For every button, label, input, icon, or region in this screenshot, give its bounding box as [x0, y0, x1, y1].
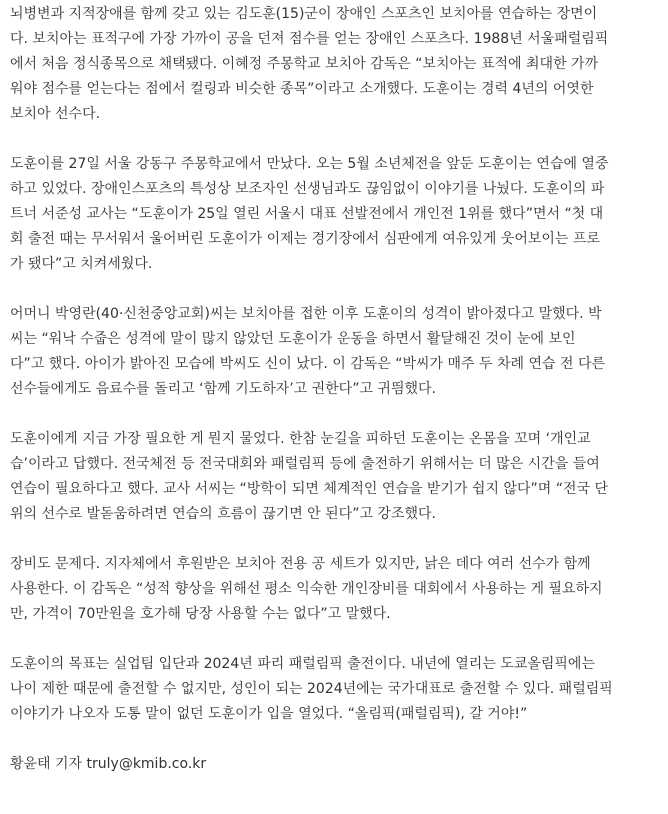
text-line: 나이 제한 때문에 출전할 수 없지만, 성인이 되는 2024년에는 국가대표로 출전할 수 있다. 패럴림픽 [10, 681, 613, 697]
text-line: 워야 점수를 얻는다는 점에서 컬링과 비슷한 종목”이라고 소개했다. 도훈이는 경력 4년의 어엿한 [10, 81, 594, 97]
text-line: 도훈이의 목표는 실업팀 입단과 2024년 파리 패럴림픽 출전이다. 내년에 열리는 도쿄올림픽에는 [10, 656, 595, 672]
paragraph-2 [10, 152, 656, 277]
text-line: 사용한다. 이 감독은 “성적 향상을 위해선 평소 익숙한 개인장비를 대회에서 사용하는 게 필요하지 [10, 581, 603, 597]
text-line: 도훈이를 27일 서울 강동구 주몽학교에서 만났다. 오는 5월 소년체전을 앞둔 도훈이는 연습에 열중 [10, 156, 609, 172]
paragraph-4 [10, 427, 656, 527]
paragraph-5 [10, 552, 656, 627]
text-line: 위의 선수로 발돋움하려면 연습의 흐름이 끊기면 안 된다”고 강조했다. [10, 506, 436, 522]
reporter-byline: 황윤태 기자 truly@kmib.co.kr [10, 756, 207, 772]
text-line: 트너 서준성 교사는 “도훈이가 25일 열린 서울시 대표 선발전에서 개인전 1위를 했다”면서 “첫 대 [10, 206, 604, 222]
text-line: 가 됐다”고 치켜세웠다. [10, 256, 153, 272]
text-line: 다”고 했다. 아이가 밝아진 모습에 박씨도 신이 났다. 이 감독은 “박씨가 매주 두 차례 연습 전 다른 [10, 356, 605, 372]
text-line: 장비도 문제다. 지자체에서 후원받은 보치아 전용 공 세트가 있지만, 낡은 데다 여러 선수가 함께 [10, 556, 591, 572]
text-line: 뇌병변과 지적장애를 함께 갖고 있는 김도훈(15)군이 장애인 스포츠인 보치아를 연습하는 장면이 [10, 6, 598, 22]
text-line: 회 출전 때는 무서워서 울어버린 도훈이가 이제는 경기장에서 심판에게 여유있게 웃어보이는 프로 [10, 231, 600, 247]
byline [10, 752, 656, 777]
text-line: 보치아 선수다. [10, 106, 101, 122]
text-line: 어머니 박영란(40·신천중앙교회)씨는 보치아를 접한 이후 도훈이의 성격이 밝아졌다고 말했다. 박 [10, 306, 602, 322]
paragraph-1 [10, 2, 656, 127]
text-line: 하고 있었다. 장애인스포츠의 특성상 보조자인 선생님과도 끊임없이 이야기를 나눴다. 도훈이의 파 [10, 181, 605, 197]
text-line: 도훈이에게 지금 가장 필요한 게 뭔지 물었다. 한참 눈길을 피하던 도훈이는 온몸을 꼬며 ‘개인교 [10, 431, 591, 447]
text-line: 습’이라고 답했다. 전국체전 등 전국대회와 패럴림픽 등에 출전하기 위해서는 더 많은 시간을 들여 [10, 456, 600, 472]
paragraph-6 [10, 652, 656, 727]
text-line: 다. 보치아는 표적구에 가장 가까이 공을 던져 점수를 얻는 장애인 스포츠다. 1988년 서울패럴림픽 [10, 31, 609, 47]
text-line: 씨는 “워낙 수줍은 성격에 말이 많지 않았던 도훈이가 운동을 하면서 활달해진 것이 눈에 보인 [10, 331, 576, 347]
text-line: 이야기가 나오자 도통 말이 없던 도훈이가 입을 열었다. “올림픽(패럴림픽), 갈 거야!” [10, 706, 528, 722]
text-line: 선수들에게도 음료수를 돌리고 ‘함께 기도하자’고 권한다”고 귀띔했다. [10, 381, 436, 397]
text-line: 연습이 필요하다고 했다. 교사 서씨는 “방학이 되면 체계적인 연습을 받기가 쉽지 않다”며 “전국 단 [10, 481, 608, 497]
text-line: 에서 처음 정식종목으로 채택됐다. 이혜정 주몽학교 보치아 감독은 “보치아는 표적에 최대한 가까 [10, 56, 599, 72]
paragraph-3 [10, 302, 656, 402]
text-line: 만, 가격이 70만원을 호가해 당장 사용할 수는 없다”고 말했다. [10, 606, 391, 622]
